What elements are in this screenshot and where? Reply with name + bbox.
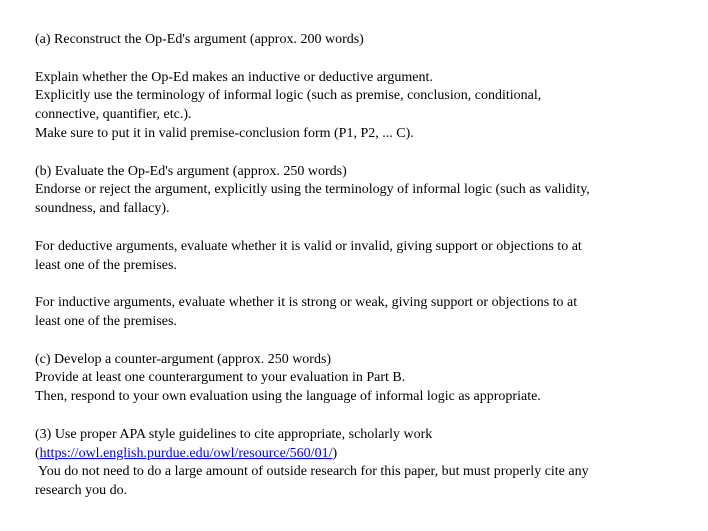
part-a-line: Make sure to put it in valid premise-conclusion form (P1, P2, ... C). (35, 125, 414, 141)
spacer (35, 50, 695, 69)
part-a-line: connective, quantifier, etc.). (35, 107, 192, 123)
inductive-line: least one of the premises. (35, 313, 177, 329)
part-c-heading: (c) Develop a counter-argument (approx. 250 words) (35, 351, 332, 367)
part-3-line: You do not need to do a large amount of outside research for this paper, but must properly cite any (35, 464, 589, 480)
part-b-line: soundness, and fallacy). (35, 201, 170, 217)
deductive-line: least one of the premises. (35, 257, 177, 273)
deductive-line: For deductive arguments, evaluate whether it is valid or invalid, giving support or objections to at (35, 238, 582, 254)
assignment-instructions (35, 31, 695, 501)
spacer (35, 144, 695, 163)
part-3-line: research you do. (35, 483, 128, 499)
spacer (35, 219, 695, 238)
part-a-line: Explicitly use the terminology of informal logic (such as premise, conclusion, conditional, (35, 88, 542, 104)
part-b-heading: (b) Evaluate the Op-Ed's argument (approx. 250 words) (35, 163, 347, 179)
part-a-line: Explain whether the Op-Ed makes an inductive or deductive argument. (35, 69, 433, 85)
spacer (35, 407, 695, 426)
spacer (35, 275, 695, 294)
part-c-line: Provide at least one counterargument to your evaluation in Part B. (35, 370, 406, 386)
citation-link-line (35, 445, 695, 464)
inductive-line: For inductive arguments, evaluate whether it is strong or weak, giving support or objections to at (35, 295, 578, 311)
link-open-paren: ( (35, 445, 40, 461)
link-close-paren: ) (332, 445, 338, 461)
purdue-owl-link[interactable]: https://owl.english.purdue.edu/owl/resource/560/01/ (39, 445, 333, 461)
part-3-heading: (3) Use proper APA style guidelines to cite appropriate, scholarly work (35, 426, 433, 442)
spacer (35, 332, 695, 351)
part-b-line: Endorse or reject the argument, explicitly using the terminology of informal logic (such as validity, (35, 182, 590, 198)
part-c-line: Then, respond to your own evaluation using the language of informal logic as appropriate. (35, 389, 541, 405)
part-a-heading: (a) Reconstruct the Op-Ed's argument (approx. 200 words) (35, 32, 364, 47)
